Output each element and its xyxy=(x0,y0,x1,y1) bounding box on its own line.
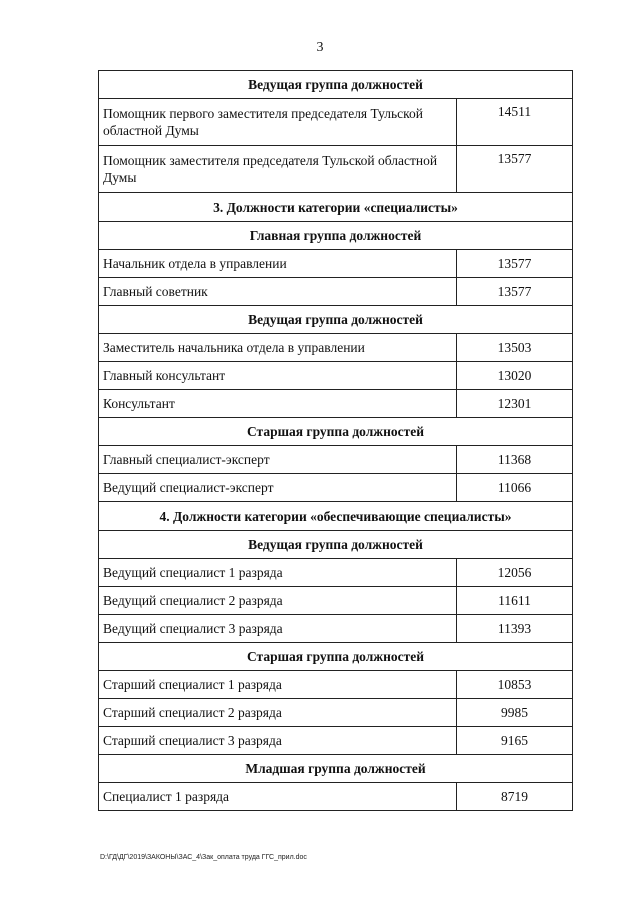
salary-value: 12301 xyxy=(457,390,573,418)
group-heading-row xyxy=(99,755,573,783)
salary-table-body xyxy=(99,71,573,811)
group-heading-row xyxy=(99,531,573,559)
group-heading-row xyxy=(99,71,573,99)
group-heading: Младшая группа должностей xyxy=(99,755,573,783)
file-path-footer: D:\ГД\ДГ\2019\ЗАКОНЫ\ЗАС_4\Зак_оплата труда ГГС_прил.doc xyxy=(100,854,307,861)
position-row xyxy=(99,727,573,755)
salary-value: 13577 xyxy=(457,250,573,278)
position-row xyxy=(99,446,573,474)
salary-value: 8719 xyxy=(457,783,573,811)
salary-value: 10853 xyxy=(457,671,573,699)
position-row xyxy=(99,615,573,643)
salary-value: 13020 xyxy=(457,362,573,390)
position-row xyxy=(99,146,573,193)
group-heading-row xyxy=(99,643,573,671)
group-heading: Ведущая группа должностей xyxy=(99,306,573,334)
position-row xyxy=(99,278,573,306)
salary-value: 11368 xyxy=(457,446,573,474)
group-heading: Старшая группа должностей xyxy=(99,418,573,446)
position-title: Главный специалист-эксперт xyxy=(99,446,457,474)
position-row xyxy=(99,334,573,362)
category-heading-row xyxy=(99,502,573,531)
position-row xyxy=(99,587,573,615)
group-heading-row xyxy=(99,222,573,250)
position-row xyxy=(99,390,573,418)
salary-value: 11066 xyxy=(457,474,573,502)
salary-value: 13577 xyxy=(457,146,573,193)
position-row xyxy=(99,699,573,727)
position-title: Специалист 1 разряда xyxy=(99,783,457,811)
salary-value: 9165 xyxy=(457,727,573,755)
group-heading: Старшая группа должностей xyxy=(99,643,573,671)
position-title: Заместитель начальника отдела в управлении xyxy=(99,334,457,362)
page-number: 3 xyxy=(316,40,324,55)
position-title: Ведущий специалист 1 разряда xyxy=(99,559,457,587)
salary-table xyxy=(98,70,573,811)
position-title: Старший специалист 2 разряда xyxy=(99,699,457,727)
position-row xyxy=(99,671,573,699)
group-heading: Ведущая группа должностей xyxy=(99,71,573,99)
position-title: Помощник первого заместителя председателя Тульской областной Думы xyxy=(99,99,457,146)
position-title: Главный консультант xyxy=(99,362,457,390)
salary-value: 11611 xyxy=(457,587,573,615)
salary-value: 11393 xyxy=(457,615,573,643)
position-title: Консультант xyxy=(99,390,457,418)
position-row xyxy=(99,559,573,587)
position-title: Ведущий специалист-эксперт xyxy=(99,474,457,502)
category-heading: 4. Должности категории «обеспечивающие специалисты» xyxy=(99,502,573,531)
position-title: Начальник отдела в управлении xyxy=(99,250,457,278)
position-title: Старший специалист 3 разряда xyxy=(99,727,457,755)
position-title: Главный советник xyxy=(99,278,457,306)
category-heading: 3. Должности категории «специалисты» xyxy=(99,193,573,222)
salary-value: 9985 xyxy=(457,699,573,727)
group-heading: Ведущая группа должностей xyxy=(99,531,573,559)
position-title: Ведущий специалист 3 разряда xyxy=(99,615,457,643)
position-row xyxy=(99,362,573,390)
salary-value: 14511 xyxy=(457,99,573,146)
salary-value: 13503 xyxy=(457,334,573,362)
group-heading-row xyxy=(99,306,573,334)
category-heading-row xyxy=(99,193,573,222)
salary-value: 13577 xyxy=(457,278,573,306)
position-title: Старший специалист 1 разряда xyxy=(99,671,457,699)
position-row xyxy=(99,250,573,278)
position-title: Помощник заместителя председателя Тульской областной Думы xyxy=(99,146,457,193)
position-title: Ведущий специалист 2 разряда xyxy=(99,587,457,615)
position-row xyxy=(99,783,573,811)
position-row xyxy=(99,474,573,502)
salary-value: 12056 xyxy=(457,559,573,587)
group-heading-row xyxy=(99,418,573,446)
position-row xyxy=(99,99,573,146)
group-heading: Главная группа должностей xyxy=(99,222,573,250)
